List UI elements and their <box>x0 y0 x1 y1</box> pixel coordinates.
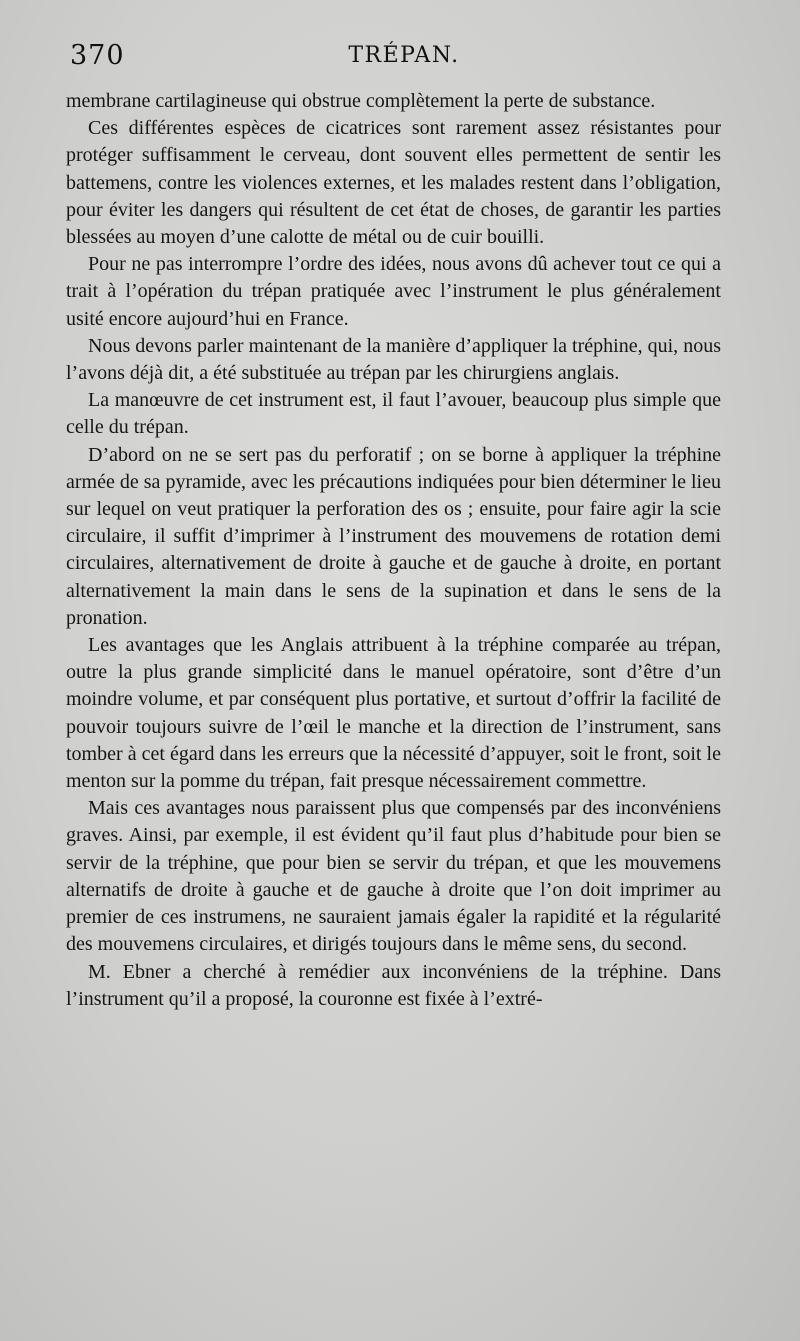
body-text <box>66 88 721 1013</box>
page-header <box>68 40 720 80</box>
paragraph-inconveniens: Mais ces avantages nous paraissent plus que compensés par des inconvéniens graves. Ainsi, par exemple, il est évident qu’il faut plus d’habitude pour bien se servir de la tréphine, que pour bien se servir du trépan, et que les mouvemens alternatifs de droite à gauche et de gauche à droite que l’on doit imprimer au premier de ces instrumens, ne sauraient jamais égaler la rapidité et la régularité des mouvemens circulaires, et dirigés toujours dans le même sens, du second. <box>66 797 721 956</box>
running-title: TRÉPAN. <box>348 43 460 68</box>
paragraph-avantages: Les avantages que les Anglais attribuent à la tréphine comparée au trépan, outre la plus grande simplicité dans le manuel opératoire, sont d’être d’un moindre volume, et par conséquent plus portative, et surtout d’offrir la facilité de pouvoir toujours suivre de l’œil le manche et la direction de l’instrument, sans tomber à cet égard dans les erreurs que la nécessité d’appuyer, soit le front, soit le menton sur la pomme du trépan, fait presque nécessairement commettre. <box>66 634 721 793</box>
paragraph-cicatrices: Ces différentes espèces de cicatrices sont rarement assez résistantes pour protéger suffisamment le cerveau, dont souvent elles permettent de sentir les battemens, contre les violences externes, et les malades restent dans l’obligation, pour éviter les dangers qui résultent de cet état de choses, de garantir les parties blessées au moyen d’une calotte de métal ou de cuir bouilli. <box>66 117 721 249</box>
paragraph-perforatif: D’abord on ne se sert pas du perforatif ; on se borne à appliquer la tréphine armée de sa pyramide, avec les précautions indiquées pour bien déterminer le lieu sur lequel on veut pratiquer la perforation des os ; ensuite, pour faire agir la scie circulaire, il suffit d’imprimer à l’instrument des mouvemens de rotation demi circulaires, alternativement de droite à gauche et de gauche à droite, en portant alternativement la main dans le sens de la supination et dans le sens de la pronation. <box>66 443 721 629</box>
paragraph-trephine-intro: Nous devons parler maintenant de la manière d’appliquer la tréphine, qui, nous l’avons déjà dit, a été substituée au trépan par les chirurgiens anglais. <box>66 334 721 385</box>
paragraph-manoeuvre: La manœuvre de cet instrument est, il faut l’avouer, beaucoup plus simple que celle du trépan. <box>66 389 721 439</box>
page-number: 370 <box>70 40 125 71</box>
paragraph-ordre-des-idees: Pour ne pas interrompre l’ordre des idées, nous avons dû achever tout ce qui a trait à l’opération du trépan pratiquée avec l’instrument le plus généralement usité encore aujourd’hui en France. <box>66 253 721 330</box>
paragraph-continuation: membrane cartilagineuse qui obstrue complètement la perte de substance. <box>66 90 656 112</box>
paragraph-ebner: M. Ebner a cherché à remédier aux inconvéniens de la tréphine. Dans l’instrument qu’il a proposé, la couronne est fixée à l’extré- <box>66 960 721 1010</box>
